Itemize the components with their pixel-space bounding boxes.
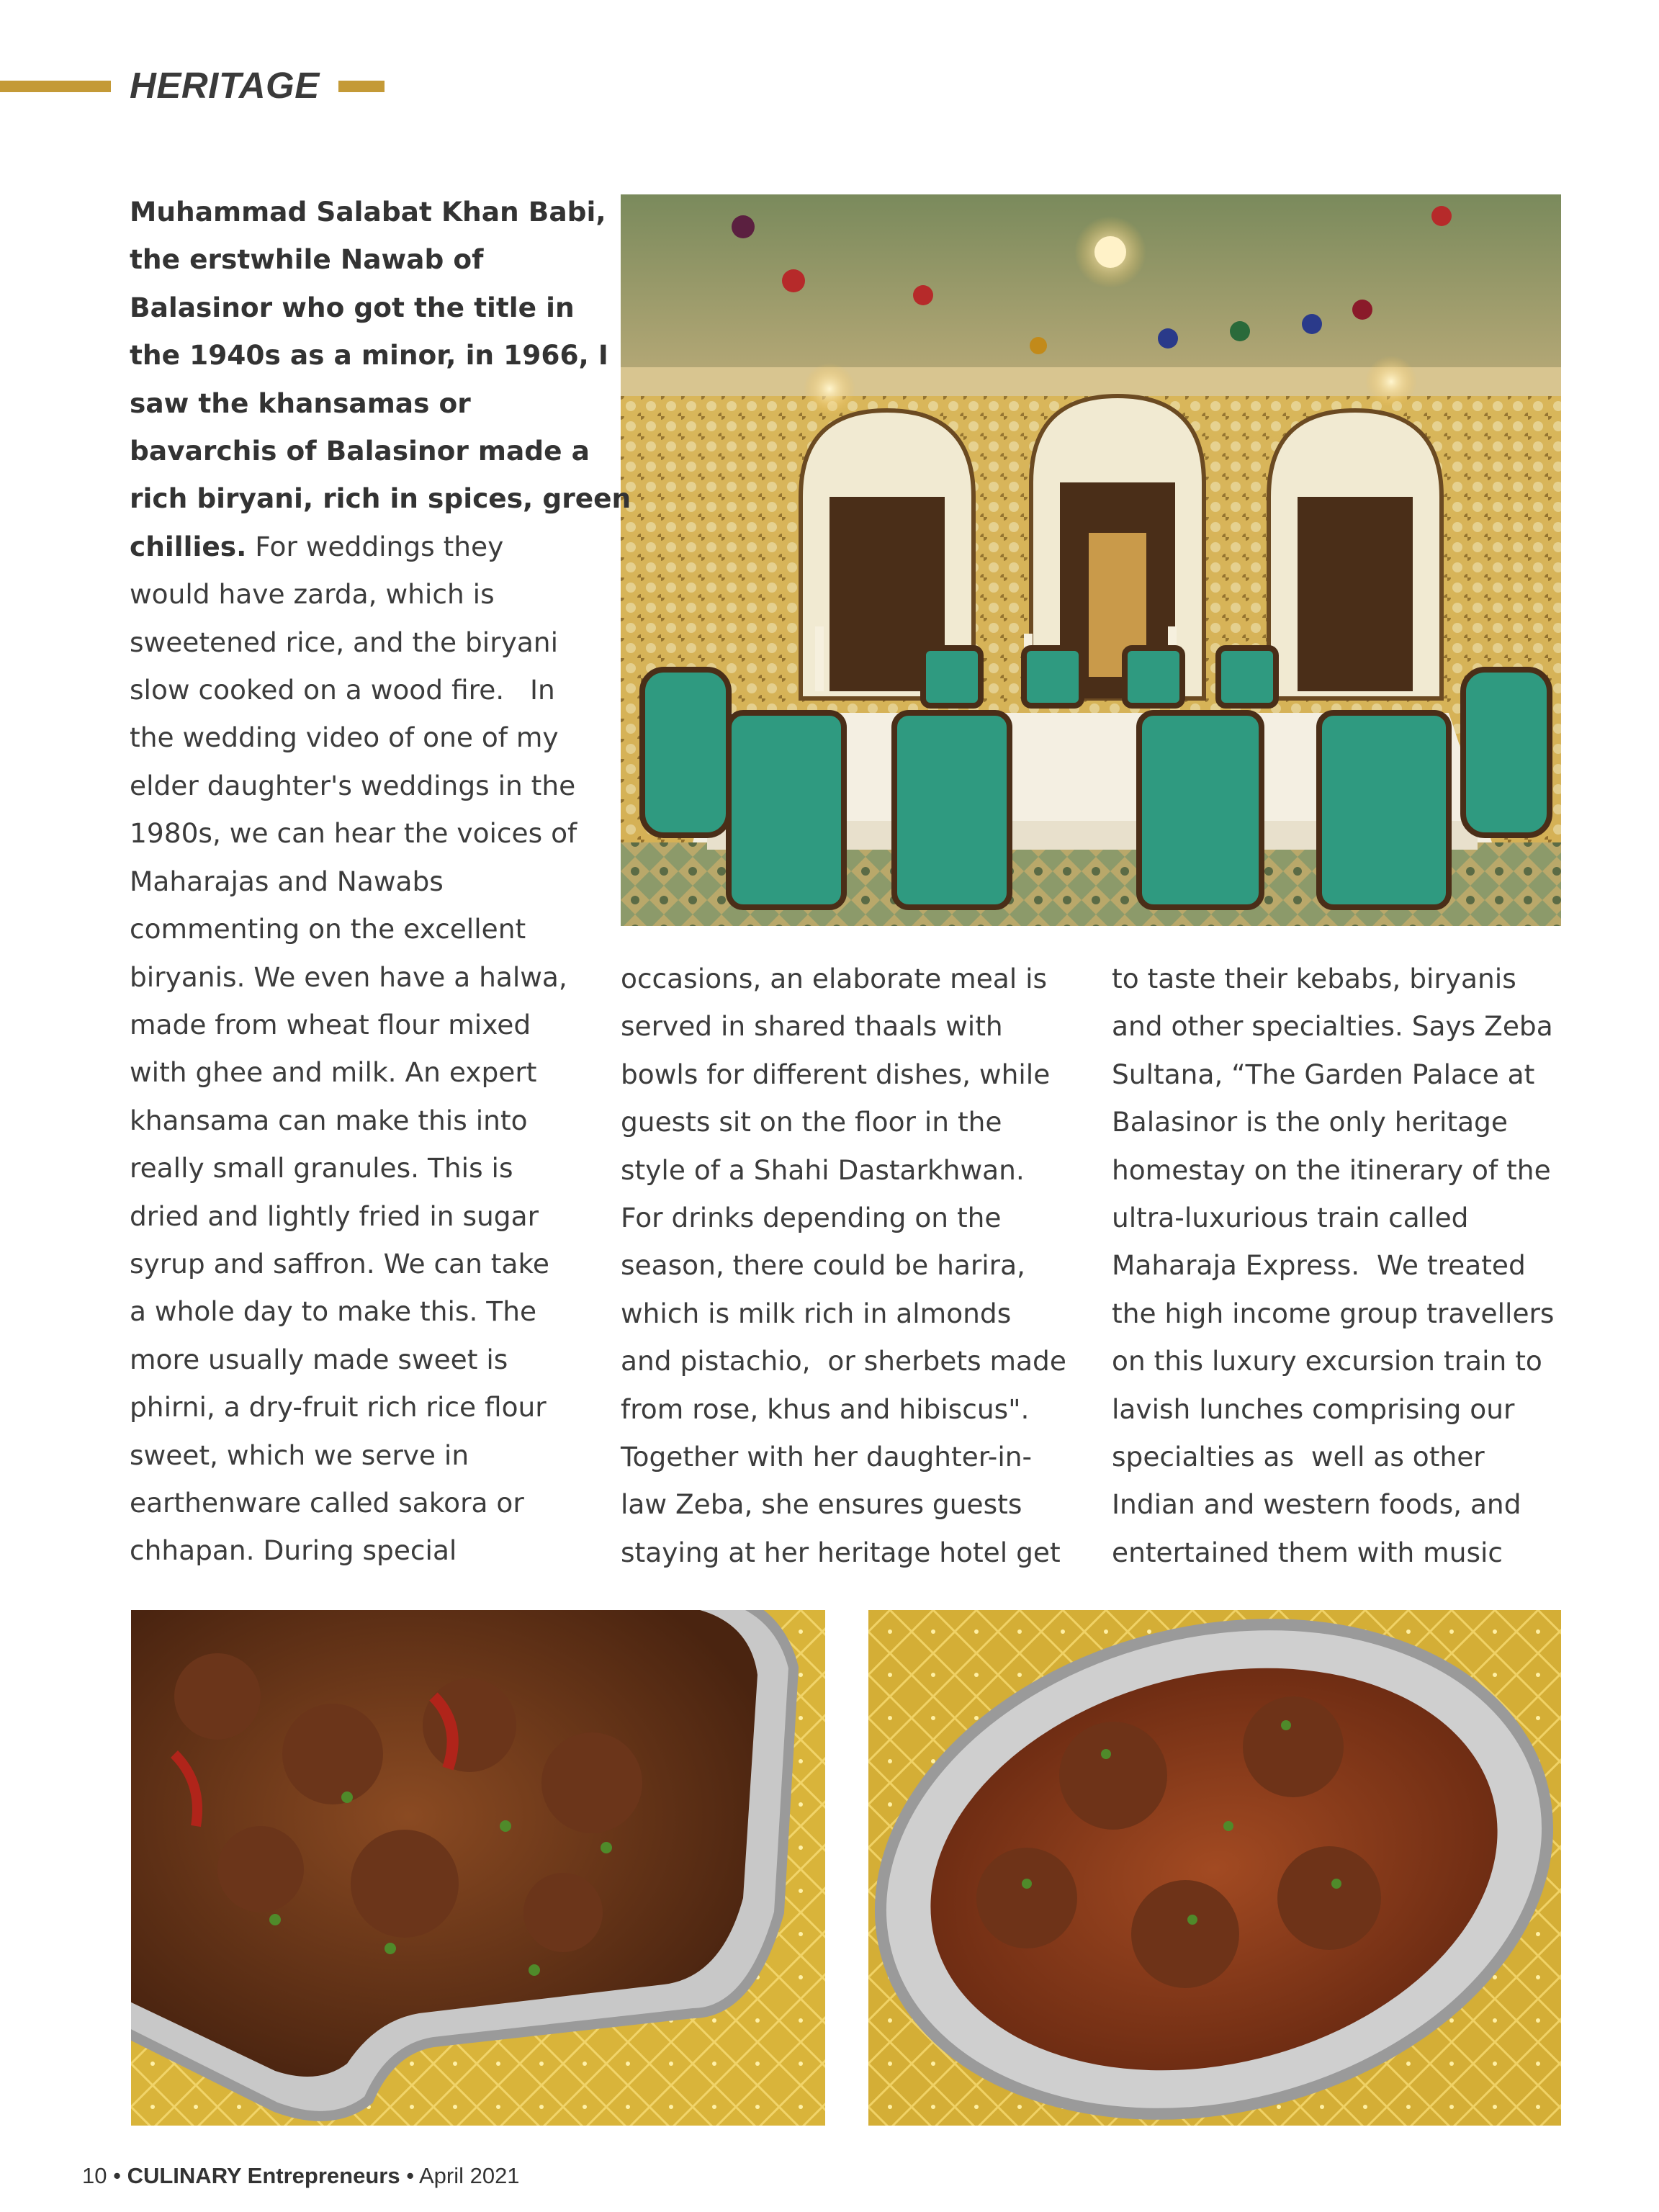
article-line: occasions, an elaborate meal is [621,963,1048,994]
article-bold-text: the erstwhile Nawab of [130,243,484,276]
article-line: and other specialties. Says Zeba [1112,1010,1553,1043]
article-line: and pistachio, or sherbets made [621,1345,1066,1377]
article-line: earthenware called sakora or [130,1486,524,1519]
footer-bullet: • [406,2163,415,2188]
article-line [130,331,631,379]
article-line [130,523,631,570]
article-text: For weddings they [246,530,504,562]
article-line: really small granules. This is [130,1152,513,1184]
article-line: For drinks depending on the [621,1202,1002,1234]
article-line: the wedding video of one of my [130,721,559,754]
article-column-1 [130,188,631,1575]
article-line: dried and lightly fried in sugar [130,1200,539,1232]
article-line: guests sit on the floor in the [621,1106,1002,1138]
article-line: on this luxury excursion train to [1112,1345,1542,1377]
article-line: sweet, which we serve in [130,1439,469,1471]
article-line: elder daughter's weddings in the [130,769,576,801]
article-line: staying at her heritage hotel get [621,1536,1061,1568]
section-label: HERITAGE [130,65,320,106]
article-line: from rose, khus and hibiscus". [621,1393,1030,1425]
article-line: commenting on the excellent [130,913,526,945]
issue-date: April 2021 [418,2163,520,2188]
page-number: 10 [82,2163,107,2188]
article-line [130,475,631,522]
article-line: to taste their kebabs, biryanis [1112,963,1516,994]
header-rule-right [338,81,385,92]
article-line: Maharajas and Nawabs [130,865,444,897]
article-line: Indian and western foods, and [1112,1488,1521,1521]
article-line: Balasinor is the only heritage [1112,1106,1508,1138]
article-line [130,284,631,331]
article-line: sweetened rice, and the biryani [130,626,558,658]
article-line: specialties as well as other [1112,1441,1485,1473]
dining-room-photo [621,194,1561,926]
article-line [130,427,631,475]
article-line: homestay on the itinerary of the [1112,1154,1551,1186]
article-line: lavish lunches comprising our [1112,1393,1515,1425]
page-footer [82,2163,520,2189]
footer-bullet: • [113,2163,121,2188]
header-rule-left [0,81,111,92]
article-line: Maharaja Express. We treated [1112,1249,1526,1282]
article-line [130,379,631,427]
article-bold-text: Muhammad Salabat Khan Babi, [130,196,606,228]
article-line: ultra-luxurious train called [1112,1202,1469,1234]
article-line: a whole day to make this. The [130,1295,537,1328]
article-line: served in shared thaals with [621,1010,1003,1043]
article-line [130,235,631,283]
article-line: more usually made sweet is [130,1343,508,1375]
article-column-3 [1112,955,1554,1576]
article-line: law Zeba, she ensures guests [621,1488,1022,1521]
article-line: entertained them with music [1112,1536,1503,1568]
article-line: Sultana, “The Garden Palace at [1112,1058,1535,1090]
article-column-2 [621,955,1066,1576]
article-line: Together with her daughter-in- [621,1441,1033,1473]
kofta-curry-photo [868,1610,1561,2126]
article-line: khansama can make this into [130,1104,528,1136]
article-bold-text: the 1940s as a minor, in 1966, I [130,339,608,372]
article-line [130,188,631,235]
article-line: 1980s, we can hear the voices of [130,817,577,850]
magazine-name: CULINARY Entrepreneurs [127,2163,400,2188]
article-line: season, there could be harira, [621,1249,1025,1282]
article-line: chhapan. During special [130,1534,457,1567]
article-line: biryanis. We even have a halwa, [130,961,567,993]
article-bold-text: bavarchis of Balasinor made a [130,435,590,467]
article-bold-text: rich biryani, rich in spices, green [130,482,631,515]
mutton-curry-photo [131,1610,825,2126]
article-line: which is milk rich in almonds [621,1297,1012,1329]
article-line: style of a Shahi Dastarkhwan. [621,1154,1025,1186]
article-line: syrup and saffron. We can take [130,1247,549,1280]
article-line: the high income group travellers [1112,1297,1555,1329]
article-line: would have zarda, which is [130,578,495,611]
article-bold-text: saw the khansamas or [130,387,471,419]
article-line: with ghee and milk. An expert [130,1056,537,1089]
article-bold-text: Balasinor who got the title in [130,291,575,323]
article-line: slow cooked on a wood fire. In [130,674,555,706]
article-line: phirni, a dry-fruit rich rice flour [130,1391,547,1424]
article-bold-text: chillies. [130,530,247,562]
article-line: made from wheat flour mixed [130,1008,531,1040]
article-line: bowls for different dishes, while [621,1058,1051,1090]
